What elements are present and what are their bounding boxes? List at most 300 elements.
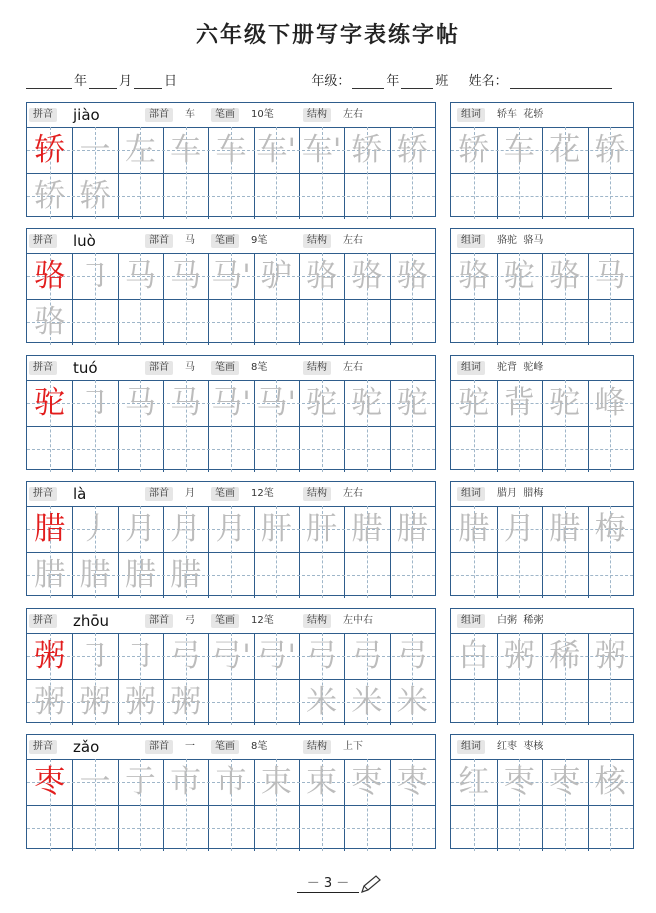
word-char-cell[interactable] [497,127,543,173]
word-practice-cell[interactable] [451,426,497,472]
stroke-step-cell[interactable] [163,633,208,679]
stroke-step-cell[interactable] [72,759,117,805]
word-trace-char: 核 [594,764,626,800]
radical-tag: 部首 [145,361,173,375]
practice-cell[interactable] [254,679,299,725]
practice-cell[interactable] [118,299,163,345]
word-trace-char: 车 [503,132,535,168]
word-char-cell[interactable] [588,380,634,426]
stroke-step-cell[interactable] [299,127,344,173]
word-practice-cell[interactable] [588,426,634,472]
word-char-cell[interactable] [588,633,634,679]
stroke-step-char: 轿 [351,132,383,168]
stroke-step-char: 马 [124,258,156,294]
stroke-step-cell[interactable] [390,253,435,299]
radical-value: 马 [185,235,195,246]
stroke-step-char: 车' [301,132,342,168]
radical-tag: 部首 [145,108,173,122]
structure-tag: 结构 [303,614,331,628]
word-char-cell[interactable] [588,759,634,805]
name-blank[interactable] [510,74,612,89]
word-practice-cell[interactable] [542,299,588,345]
word-char-cell[interactable] [542,633,588,679]
practice-cell[interactable] [299,299,344,345]
strokes-tag: 笔画 [211,614,239,628]
word-practice-cell[interactable] [588,679,634,725]
word-practice-cell[interactable] [542,805,588,851]
stroke-step-char: 马' [211,385,251,421]
main-char-cell[interactable] [27,759,72,805]
word-char-cell[interactable] [497,759,543,805]
word-trace-char: 骆 [458,258,490,294]
word-char-cell[interactable] [451,506,497,552]
stroke-step-cell[interactable] [254,633,299,679]
word-trace-char: 枣 [549,764,581,800]
char-header [27,735,435,760]
word-practice-cell[interactable] [497,805,543,851]
practice-cell[interactable] [163,552,208,598]
stroke-step-cell[interactable] [254,127,299,173]
word-char-cell[interactable] [451,253,497,299]
practice-cell[interactable] [27,299,72,345]
stroke-step-char: 驴 [260,258,292,294]
stroke-step-char: 马 [124,385,156,421]
grade-year-label: 年 [386,74,400,89]
stroke-step-char: 弓米 [396,638,428,720]
structure-tag: 结构 [303,487,331,501]
footer [0,872,656,893]
year-blank[interactable] [26,74,72,89]
words-tag: 组词 [457,108,485,122]
practice-cell[interactable] [344,552,389,598]
practice-cell[interactable] [208,299,253,345]
word-trace-char: 月 [503,511,535,547]
words-tag: 组词 [457,487,485,501]
pinyin-value: zhōu [73,612,110,630]
words-block-4 [450,481,634,596]
word-practice-cell[interactable] [542,173,588,219]
stroke-step-char: 弓 [170,638,202,674]
stroke-step-cell[interactable] [299,633,344,720]
stroke-step-cell[interactable] [118,506,163,552]
practice-cell[interactable] [118,679,163,725]
words-value: 驼背 驼峰 [497,362,544,373]
practice-cell[interactable] [72,426,117,472]
stroke-step-cell[interactable] [254,380,299,426]
trace-char: 腊 [79,557,111,593]
word-practice-cell[interactable] [542,552,588,598]
radical-tag: 部首 [145,614,173,628]
words-header [451,609,633,634]
stroke-step-cell[interactable] [390,127,435,173]
word-trace-char: 粥 [594,638,626,674]
pinyin-tag: 拼音 [29,614,57,628]
radical-value: 一 [185,741,195,752]
stroke-step-char: 亍 [124,764,156,800]
practice-cell[interactable] [208,552,253,598]
stroke-step-char: 腊 [396,511,428,547]
pinyin-tag: 拼音 [29,361,57,375]
structure-value: 上下 [343,741,363,752]
stroke-step-char: 束 [260,764,292,800]
word-practice-cell[interactable] [588,552,634,598]
stroke-step-char: 马 [170,385,202,421]
trace-char: 腊 [170,557,202,593]
radical-value: 马 [185,362,195,373]
stroke-step-char: ㇆ [124,638,156,674]
practice-cell[interactable] [118,426,163,472]
stroke-step-cell[interactable] [72,380,117,426]
stroke-step-cell[interactable] [299,506,344,552]
practice-cell[interactable] [299,679,344,725]
stroke-step-char: ㇆ [79,258,111,294]
practice-cell[interactable] [390,299,435,345]
char-block-2 [26,228,436,343]
strokes-value: 12笔 [251,488,274,499]
word-char-cell[interactable] [542,759,588,805]
practice-cell[interactable] [390,679,435,725]
word-practice-cell[interactable] [542,679,588,725]
pinyin-value: là [73,485,87,503]
stroke-step-char: 弓米 [351,638,383,720]
words-value: 骆驼 骆马 [497,235,544,246]
stroke-step-cell[interactable] [118,253,163,299]
words-header [451,103,633,128]
practice-cell[interactable] [254,299,299,345]
stroke-step-char: 马' [211,258,251,294]
pinyin-value: luò [73,232,96,250]
stroke-step-cell[interactable] [390,633,435,720]
word-trace-char: 梅 [594,511,626,547]
word-trace-char: 驼 [503,258,535,294]
main-char: 枣 [34,764,66,800]
word-char-cell[interactable] [542,380,588,426]
radical-value: 弓 [185,615,195,626]
practice-cell[interactable] [344,426,389,472]
stroke-step-cell[interactable] [72,633,117,679]
stroke-step-char: 弓米 [306,638,338,720]
practice-cell[interactable] [254,805,299,851]
stroke-step-cell[interactable] [72,127,117,173]
stroke-step-cell[interactable] [163,380,208,426]
stroke-step-char: 车 [215,132,247,168]
pen-icon [360,874,382,894]
stroke-step-char: 驼 [351,385,383,421]
stroke-step-char: 骆 [306,258,338,294]
main-char-cell[interactable] [27,253,72,299]
pinyin-tag: 拼音 [29,108,57,122]
practice-cell[interactable] [344,173,389,219]
page-number: － 3 － [297,872,360,893]
stroke-step-char: 枣 [351,764,383,800]
words-tag: 组词 [457,614,485,628]
word-trace-char: 驼 [458,385,490,421]
main-char-cell[interactable] [27,506,72,552]
practice-cell[interactable] [163,426,208,472]
practice-cell[interactable] [72,299,117,345]
word-trace-char: 稀 [549,638,581,674]
stroke-step-char: 市 [215,764,247,800]
words-block-2 [450,228,634,343]
structure-value: 左右 [343,488,363,499]
stroke-step-cell[interactable] [163,253,208,299]
stroke-step-cell[interactable] [299,380,344,426]
main-char: 腊 [34,511,66,547]
practice-cell[interactable] [208,679,253,725]
word-practice-cell[interactable] [542,426,588,472]
stroke-step-char: 车' [256,132,297,168]
stroke-step-char: 马' [256,385,297,421]
stroke-step-cell[interactable] [163,759,208,805]
char-block-3 [26,355,436,470]
year-label: 年 [74,74,88,89]
stroke-step-cell[interactable] [118,127,163,173]
trace-char: 轿 [34,178,66,214]
stroke-step-cell[interactable] [163,506,208,552]
word-char-cell[interactable] [588,506,634,552]
char-header [27,609,435,634]
stroke-step-cell[interactable] [254,253,299,299]
char-header [27,229,435,254]
char-header [27,482,435,507]
stroke-step-char: 丿 [79,511,111,547]
words-value: 腊月 腊梅 [497,488,544,499]
strokes-tag: 笔画 [211,234,239,248]
practice-cell[interactable] [72,679,117,725]
strokes-tag: 笔画 [211,740,239,754]
stroke-step-cell[interactable] [208,253,253,299]
practice-cell[interactable] [72,805,117,851]
practice-cell[interactable] [344,805,389,851]
practice-cell[interactable] [27,805,72,851]
month-label: 月 [119,74,133,89]
practice-cell[interactable] [118,552,163,598]
practice-cell[interactable] [27,679,72,725]
practice-cell[interactable] [344,299,389,345]
stroke-step-cell[interactable] [208,506,253,552]
month-blank[interactable] [89,74,117,89]
word-trace-char: 轿 [594,132,626,168]
practice-cell[interactable] [299,552,344,598]
trace-char: 粥 [34,684,66,720]
structure-value: 左中右 [343,615,373,626]
practice-cell[interactable] [344,679,389,725]
char-block-1 [26,102,436,217]
stroke-step-cell[interactable] [254,759,299,805]
stroke-step-cell[interactable] [390,506,435,552]
stroke-step-char: 轿 [396,132,428,168]
words-tag: 组词 [457,234,485,248]
stroke-step-cell[interactable] [208,759,253,805]
practice-cell[interactable] [390,552,435,598]
word-char-cell[interactable] [497,633,543,679]
practice-cell[interactable] [27,426,72,472]
pinyin-value: jiào [73,106,100,124]
stroke-step-cell[interactable] [118,633,163,679]
word-practice-cell[interactable] [588,805,634,851]
word-practice-cell[interactable] [497,299,543,345]
stroke-step-cell[interactable] [390,380,435,426]
words-header [451,482,633,507]
stroke-step-char: 月 [215,511,247,547]
word-trace-char: 马 [594,258,626,294]
stroke-step-cell[interactable] [118,380,163,426]
word-char-cell[interactable] [451,759,497,805]
stroke-step-char: 车 [170,132,202,168]
word-practice-cell[interactable] [451,552,497,598]
main-char-cell[interactable] [27,380,72,426]
word-practice-cell[interactable] [451,299,497,345]
word-trace-char: 骆 [549,258,581,294]
practice-cell[interactable] [208,426,253,472]
word-trace-char: 白 [458,638,490,674]
word-trace-char: 腊 [458,511,490,547]
main-char: 驼 [34,385,66,421]
word-practice-cell[interactable] [451,805,497,851]
words-value: 轿车 花轿 [497,109,544,120]
word-char-cell[interactable] [451,380,497,426]
word-trace-char: 粥 [503,638,535,674]
practice-cell[interactable] [118,173,163,219]
stroke-step-cell[interactable] [208,127,253,173]
main-char: 骆 [34,258,66,294]
stroke-step-char: ㇆ [79,638,111,674]
word-char-cell[interactable] [588,253,634,299]
words-block-5 [450,608,634,723]
word-char-cell[interactable] [497,380,543,426]
char-block-6 [26,734,436,849]
structure-value: 左右 [343,362,363,373]
stroke-step-char: 肝 [260,511,292,547]
day-blank[interactable] [134,74,162,89]
practice-cell[interactable] [299,173,344,219]
stroke-step-cell[interactable] [299,759,344,805]
words-block-3 [450,355,634,470]
char-header [27,356,435,381]
word-practice-cell[interactable] [588,299,634,345]
main-char-cell[interactable] [27,127,72,173]
pinyin-tag: 拼音 [29,234,57,248]
structure-value: 左右 [343,109,363,120]
radical-tag: 部首 [145,234,173,248]
stroke-step-cell[interactable] [344,253,389,299]
practice-cell[interactable] [299,805,344,851]
stroke-step-cell[interactable] [163,127,208,173]
structure-tag: 结构 [303,740,331,754]
word-practice-cell[interactable] [588,173,634,219]
main-char-cell[interactable] [27,633,72,679]
practice-cell[interactable] [163,679,208,725]
word-char-cell[interactable] [542,506,588,552]
practice-cell[interactable] [27,173,72,219]
stroke-step-cell[interactable] [344,127,389,173]
strokes-tag: 笔画 [211,487,239,501]
practice-cell[interactable] [208,173,253,219]
structure-value: 左右 [343,235,363,246]
word-trace-char: 腊 [549,511,581,547]
word-practice-cell[interactable] [497,679,543,725]
word-practice-cell[interactable] [497,426,543,472]
structure-tag: 结构 [303,234,331,248]
word-practice-cell[interactable] [497,173,543,219]
trace-char: 粥 [124,684,156,720]
stroke-step-cell[interactable] [254,506,299,552]
stroke-step-cell[interactable] [72,253,117,299]
stroke-step-char: 驼 [396,385,428,421]
word-char-cell[interactable] [542,127,588,173]
words-block-1 [450,102,634,217]
practice-cell[interactable] [72,173,117,219]
practice-cell[interactable] [163,173,208,219]
trace-char: 粥 [79,684,111,720]
stroke-step-cell[interactable] [344,759,389,805]
word-char-cell[interactable] [497,253,543,299]
stroke-step-cell[interactable] [344,633,389,720]
practice-cell[interactable] [163,805,208,851]
practice-cell[interactable] [390,426,435,472]
practice-cell[interactable] [163,299,208,345]
practice-cell[interactable] [72,552,117,598]
info-line [26,70,632,92]
pinyin-tag: 拼音 [29,487,57,501]
practice-cell[interactable] [27,552,72,598]
strokes-tag: 笔画 [211,108,239,122]
class-blank[interactable] [401,74,433,89]
grade-label: 年级： [311,74,351,89]
word-practice-cell[interactable] [451,679,497,725]
page-title: 六年级下册写字表练字帖 [195,22,460,48]
word-char-cell[interactable] [588,127,634,173]
practice-cell[interactable] [254,552,299,598]
radical-value: 车 [185,109,195,120]
practice-cell[interactable] [118,805,163,851]
practice-cell[interactable] [254,426,299,472]
stroke-step-cell[interactable] [344,506,389,552]
radical-tag: 部首 [145,487,173,501]
stroke-step-cell[interactable] [208,380,253,426]
stroke-step-cell[interactable] [118,759,163,805]
stroke-step-cell[interactable] [344,380,389,426]
word-char-cell[interactable] [451,127,497,173]
pinyin-value: tuó [73,359,98,377]
word-practice-cell[interactable] [451,173,497,219]
stroke-step-char: 市 [170,764,202,800]
grade-blank[interactable] [352,74,384,89]
main-char: 粥 [34,638,66,674]
class-label: 班 [435,74,449,89]
pinyin-value: zǎo [73,738,100,756]
strokes-value: 10笔 [251,109,274,120]
practice-cell[interactable] [390,805,435,851]
word-char-cell[interactable] [497,506,543,552]
stroke-step-char: 一 [79,132,111,168]
practice-cell[interactable] [390,173,435,219]
stroke-step-cell[interactable] [208,633,253,679]
stroke-step-cell[interactable] [390,759,435,805]
day-label: 日 [164,74,178,89]
trace-char: 轿 [79,178,111,214]
word-practice-cell[interactable] [497,552,543,598]
word-trace-char: 花 [549,132,581,168]
structure-tag: 结构 [303,361,331,375]
word-char-cell[interactable] [542,253,588,299]
practice-cell[interactable] [299,426,344,472]
stroke-step-cell[interactable] [299,253,344,299]
word-char-cell[interactable] [451,633,497,679]
stroke-step-cell[interactable] [72,506,117,552]
practice-cell[interactable] [254,173,299,219]
practice-cell[interactable] [208,805,253,851]
